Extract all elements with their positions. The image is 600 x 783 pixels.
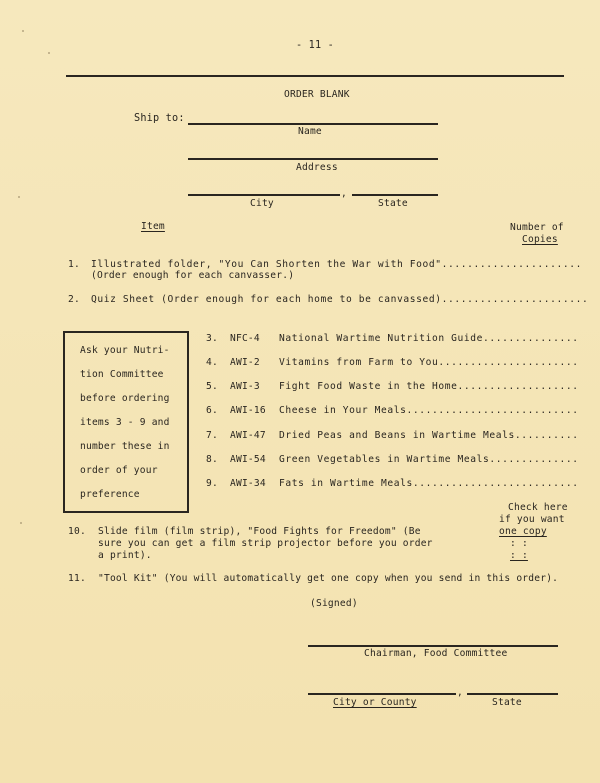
page-title: ORDER BLANK (284, 89, 350, 100)
item-10-text: sure you can get a film strip projector before you order (98, 538, 433, 549)
name-label: Name (298, 126, 322, 137)
item-code: AWI-3 (230, 381, 260, 392)
city-comma: , (341, 188, 347, 199)
box-line: tion Committee (80, 369, 164, 380)
footer-state-line (467, 693, 558, 695)
item-heading: Item (141, 221, 165, 232)
city-county-comma: , (457, 687, 463, 698)
item-number: 7. (206, 430, 218, 441)
box-line: order of your (80, 465, 158, 476)
address-label: Address (296, 162, 338, 173)
city-county-label: City or County (333, 697, 417, 708)
top-rule (66, 75, 564, 77)
city-line (188, 194, 340, 196)
item-number: 8. (206, 454, 218, 465)
item-number: 3. (206, 333, 218, 344)
item-number: 6. (206, 405, 218, 416)
item-10-text: a print). (98, 550, 152, 561)
slide-film-checkbox[interactable]: : : (510, 550, 528, 561)
item-number: 5. (206, 381, 218, 392)
box-line: preference (80, 489, 140, 500)
item-title: Fats in Wartime Meals.......................... (279, 478, 579, 489)
chairman-label: Chairman, Food Committee (364, 648, 508, 659)
item-code: AWI-54 (230, 454, 266, 465)
item-10-number: 10. (68, 526, 86, 537)
city-county-line (308, 693, 456, 695)
paper-speck (20, 522, 22, 524)
copies-heading: Copies (522, 234, 558, 245)
item-10-text: Slide film (film strip), "Food Fights for Freedom" (Be (98, 526, 421, 537)
nutrition-committee-note-box (63, 331, 189, 513)
item-2-text: Quiz Sheet (Order enough for each home to be canvassed)....................... (91, 294, 589, 305)
item-title: Cheese in Your Meals........................... (279, 405, 579, 416)
paper-speck (18, 196, 20, 198)
name-line (188, 123, 438, 125)
box-line: Ask your Nutri- (80, 345, 170, 356)
item-1-text: Illustrated folder, "You Can Shorten the War with Food"...................... (91, 259, 582, 270)
item-2-number: 2. (68, 294, 80, 305)
item-title: Dried Peas and Beans in Wartime Meals.......... (279, 430, 579, 441)
item-code: AWI-47 (230, 430, 266, 441)
check-here-note: one copy (499, 526, 547, 537)
item-1-number: 1. (68, 259, 80, 270)
item-title: National Wartime Nutrition Guide............... (279, 333, 579, 344)
footer-state-label: State (492, 697, 522, 708)
item-title: Green Vegetables in Wartime Meals.............. (279, 454, 579, 465)
item-title: Vitamins from Farm to You...................... (279, 357, 579, 368)
address-line (188, 158, 438, 160)
check-here-note: Check here (508, 502, 568, 513)
item-title: Fight Food Waste in the Home................... (279, 381, 579, 392)
item-number: 9. (206, 478, 218, 489)
item-code: AWI-34 (230, 478, 266, 489)
signed-label: (Signed) (310, 598, 358, 609)
signature-line (308, 645, 558, 647)
box-line: items 3 - 9 and (80, 417, 170, 428)
state-line (352, 194, 438, 196)
paper-speck (22, 30, 24, 32)
box-line: number these in (80, 441, 170, 452)
item-1-note: (Order enough for each canvasser.) (91, 270, 295, 281)
state-label: State (378, 198, 408, 209)
slide-film-checkbox[interactable]: : : (510, 538, 528, 549)
box-line: before ordering (80, 393, 170, 404)
check-here-note: if you want (499, 514, 565, 525)
item-code: AWI-16 (230, 405, 266, 416)
page-number: - 11 - (296, 40, 335, 51)
item-11-text: "Tool Kit" (You will automatically get one copy when you send in this order). (98, 573, 559, 584)
paper-speck (48, 52, 50, 54)
number-of-heading: Number of (510, 222, 564, 233)
item-code: NFC-4 (230, 333, 260, 344)
item-code: AWI-2 (230, 357, 260, 368)
ship-to-label: Ship to: (134, 113, 185, 124)
city-label: City (250, 198, 274, 209)
item-number: 4. (206, 357, 218, 368)
item-11-number: 11. (68, 573, 86, 584)
